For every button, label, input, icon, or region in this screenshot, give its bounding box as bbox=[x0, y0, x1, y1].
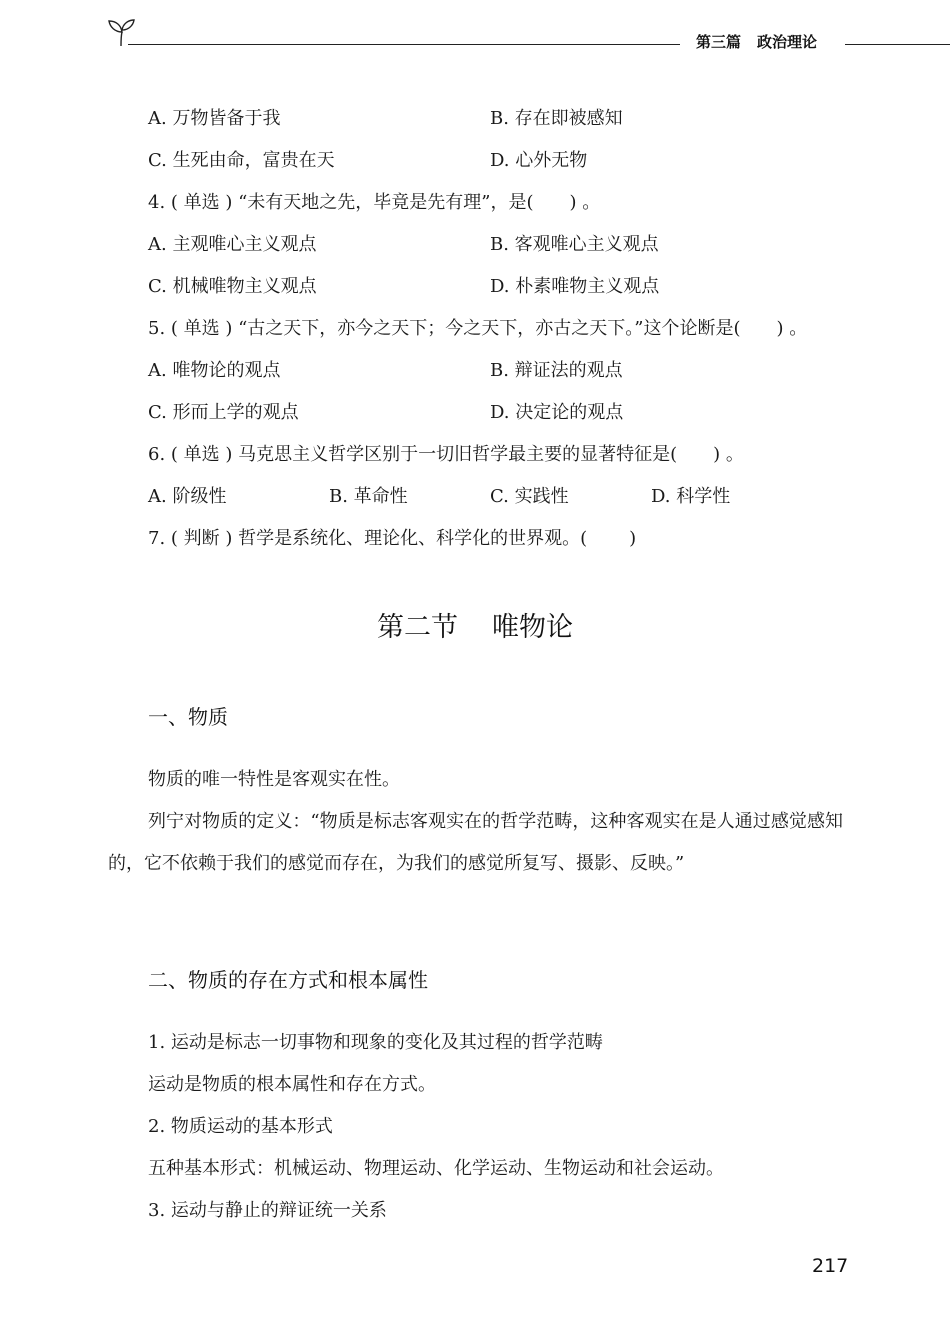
q3-option-c: C. 生死由命，富贵在天 bbox=[148, 150, 335, 171]
header-rule-right bbox=[845, 44, 950, 45]
q5-option-b: B. 辩证法的观点 bbox=[490, 360, 623, 381]
paragraph-lenin-definition: 列宁对物质的定义：“物质是标志客观实在的哲学范畴，这种客观实在是人通过感觉感知的，它不依赖于我们的感觉而存在，为我们的感觉所复写、摄影、反映。” bbox=[108, 811, 843, 874]
q4-option-d: D. 朴素唯物主义观点 bbox=[490, 276, 660, 297]
q6-stem-end: ) 。 bbox=[713, 444, 744, 465]
list-item-1-text: 运动是物质的根本属性和存在方式。 bbox=[148, 1074, 436, 1095]
list-item-2-text: 五种基本形式：机械运动、物理运动、化学运动、生物运动和社会运动。 bbox=[148, 1158, 724, 1179]
q5-option-d: D. 决定论的观点 bbox=[490, 402, 624, 423]
q5-stem-end: ) 。 bbox=[776, 318, 808, 339]
subheading-existence-mode: 二、物质的存在方式和根本属性 bbox=[148, 968, 428, 992]
running-title bbox=[696, 31, 817, 52]
q6-stem bbox=[148, 443, 744, 467]
section-title bbox=[0, 610, 950, 646]
q4-stem-end: ) 。 bbox=[569, 192, 601, 213]
q7-stem-text: 7. ( 判断 ) 哲学是系统化、理论化、科学化的世界观。( bbox=[148, 528, 588, 549]
list-item-1: 1. 运动是标志一切事物和现象的变化及其过程的哲学范畴 bbox=[148, 1032, 603, 1053]
paragraph-matter-property: 物质的唯一特性是客观实在性。 bbox=[148, 769, 400, 790]
q4-option-a: A. 主观唯心主义观点 bbox=[148, 234, 317, 255]
subheading-matter: 一、物质 bbox=[148, 705, 228, 729]
q7-stem bbox=[148, 527, 636, 551]
q4-stem bbox=[148, 191, 600, 215]
q6-stem-text: 6. ( 单选 ) 马克思主义哲学区别于一切旧哲学最主要的显著特征是( bbox=[148, 444, 678, 465]
part-label: 第三篇 bbox=[696, 33, 742, 51]
q5-option-c: C. 形而上学的观点 bbox=[148, 402, 299, 423]
section-number: 第二节 bbox=[377, 612, 458, 643]
q3-option-b: B. 存在即被感知 bbox=[490, 108, 623, 129]
q6-option-c: C. 实践性 bbox=[490, 486, 569, 507]
list-item-2: 2. 物质运动的基本形式 bbox=[148, 1116, 333, 1137]
part-title: 政治理论 bbox=[757, 33, 818, 51]
q3-option-d: D. 心外无物 bbox=[490, 150, 588, 171]
q5-option-a: A. 唯物论的观点 bbox=[148, 360, 281, 381]
q3-option-a: A. 万物皆备于我 bbox=[148, 108, 281, 129]
q5-stem-text: 5. ( 单选 ) “古之天下，亦今之天下；今之天下，亦古之天下。”这个论断是( bbox=[148, 318, 741, 339]
q4-option-c: C. 机械唯物主义观点 bbox=[148, 276, 317, 297]
page-header bbox=[0, 0, 950, 60]
list-item-3: 3. 运动与静止的辩证统一关系 bbox=[148, 1200, 387, 1221]
q5-stem bbox=[148, 317, 807, 341]
section-name: 唯物论 bbox=[492, 612, 573, 643]
q6-option-d: D. 科学性 bbox=[651, 486, 731, 507]
q6-option-a: A. 阶级性 bbox=[148, 486, 227, 507]
q6-option-b: B. 革命性 bbox=[329, 486, 408, 507]
header-rule-left bbox=[128, 44, 680, 45]
q7-stem-end: ) bbox=[629, 528, 637, 549]
page-number: 217 bbox=[812, 1255, 849, 1277]
q4-stem-text: 4. ( 单选 ) “未有天地之先，毕竟是先有理”，是( bbox=[148, 192, 534, 213]
q4-option-b: B. 客观唯心主义观点 bbox=[490, 234, 659, 255]
